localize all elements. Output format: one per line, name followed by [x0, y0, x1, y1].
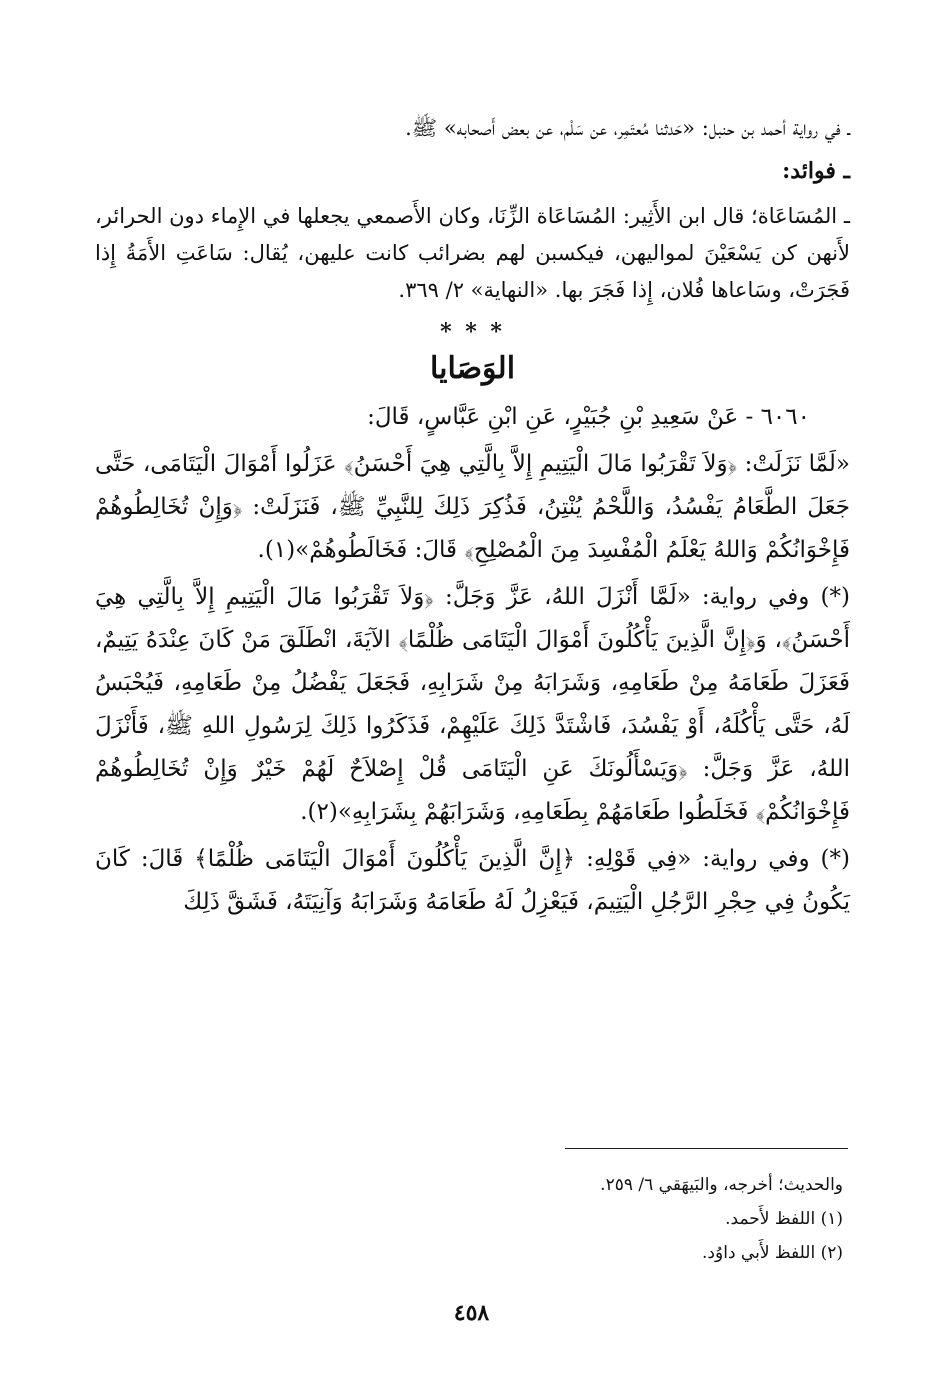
section-separator: * * *	[440, 319, 505, 345]
intro-section	[95, 110, 850, 309]
hadith-riwaya-2: (*) وفي رواية: «فِي قَوْلِهِ: ﴿إِنَّ الَّذِينَ يَأْكُلُونَ أَمْوَالَ الْيَتَامَى ظُلْمًا﴾ قَالَ: كَانَ يَكُونُ فِي حِجْرِ الرَّجُلِ الْيَتِيمَ، فَيَعْزِلُ لَهُ طَعَامَهُ وَشَرَابَهُ وَآنِيَتَهُ، فَشَقَّ ذَلِكَ	[95, 846, 850, 915]
footnote-2: (٢) اللفظ لأَبي داوُد.	[702, 1243, 843, 1263]
ahmad-riwaya-line: ـ في رواية أحمد بن حنبل: «حَدثنا مُعتَمِر، عن سَلْم، عن بعض أَصحابه» ﷺ.	[405, 116, 850, 140]
footnote-takhrij: والحديث؛ أخرجه، والبَيهَقي ٦/ ٢٥٩.	[600, 1175, 843, 1195]
hadith-main-text: «لَمَّا نَزَلَتْ: ﴿وَلاَ تَقْرَبُوا مَالَ الْيَتِيمِ إِلاَّ بِالَّتِي هِيَ أَحْسَنُ﴾ عَزَلُوا أَمْوَالَ الْيَتَامَى، حَتَّى جَعَلَ الطَّعَامُ يَفْسُدُ، وَاللَّحْمُ يُنْتِنُ، فَذُكِرَ ذَلِكَ لِلنَّبِيِّ ﷺ، فَنَزَلَتْ: ﴿وَإِنْ تُخَالِطُوهُمْ فَإِخْوَانُكُمْ وَاللهُ يَعْلَمُ الْمُفْسِدَ مِنَ الْمُصْلِحِ﴾ قَالَ: فَخَالَطُوهُمْ»(١).	[95, 451, 850, 563]
fawaid-title: ـ فوائد:	[782, 158, 850, 184]
footnote-1: (١) اللفظ لأَحمد.	[725, 1209, 843, 1229]
musaat-explanation: ـ المُسَاعَاة؛ قال ابن الأَثِير: المُسَاعَاة الزِّنَا، وكان الأَصمعي يجعلها في الإِماء دون الحرائر، لأَنهن كن يَسْعَيْنَ لمواليهن، فيكسبن لهم بضرائب كانت عليهن، يُقال: سَاعَتِ الأَمَةُ إِذا فَجَرَتْ، وسَاعاها فُلان، إِذا فَجَرَ بها. «النهاية» ٢/ ٣٦٩.	[95, 204, 850, 302]
footnotes	[95, 1168, 843, 1270]
page-body	[95, 110, 850, 928]
chapter-heading: الوَصَايا	[429, 351, 516, 386]
hadith-isnad: ٦٠٦٠ - عَنْ سَعِيدِ بْنِ جُبَيْرٍ، عَنِ ابْنِ عَبَّاسٍ، قَالَ:	[367, 404, 810, 430]
hadith-riwaya-1: (*) وفي رواية: «لَمَّا أَنْزَلَ اللهُ، عَزَّ وَجَلَّ: ﴿وَلاَ تَقْرَبُوا مَالَ الْيَتِيمِ إِلاَّ بِالَّتِي هِيَ أَحْسَنُ﴾، وَ﴿إِنَّ الَّذِينَ يَأْكُلُونَ أَمْوَالَ الْيَتَامَى ظُلْمًا﴾ الآيَةَ، انْطَلَقَ مَنْ كَانَ عِنْدَهُ يَتِيمٌ، فَعَزَلَ طَعَامَهُ مِنْ طَعَامِهِ، وَشَرَابَهُ مِنْ شَرَابِهِ، فَجَعَلَ يَفْضُلُ مِنْ طَعَامِهِ، فَيُحْبَسُ لَهُ، حَتَّى يَأْكُلَهُ، أَوْ يَفْسُدَ، فَاشْتَدَّ ذَلِكَ عَلَيْهِمْ، فَذَكَرُوا ذَلِكَ لِرَسُولِ اللهِ ﷺ، فَأَنْزَلَ اللهُ، عَزَّ وَجَلَّ: ﴿وَيَسْأَلُونَكَ عَنِ الْيَتَامَى قُلْ إِصْلاَحٌ لَهُمْ خَيْرٌ وَإِنْ تُخَالِطُوهُمْ فَإِخْوَانُكُمْ﴾ فَخَلَطُوا طَعَامَهُمْ بِطَعَامِهِ، وَشَرَابَهُمْ بِشَرَابِهِ»(٢).	[95, 584, 850, 825]
page-number: ٤٥٨	[453, 1300, 490, 1326]
hadith-section	[95, 396, 850, 924]
footnote-divider	[565, 1148, 848, 1149]
